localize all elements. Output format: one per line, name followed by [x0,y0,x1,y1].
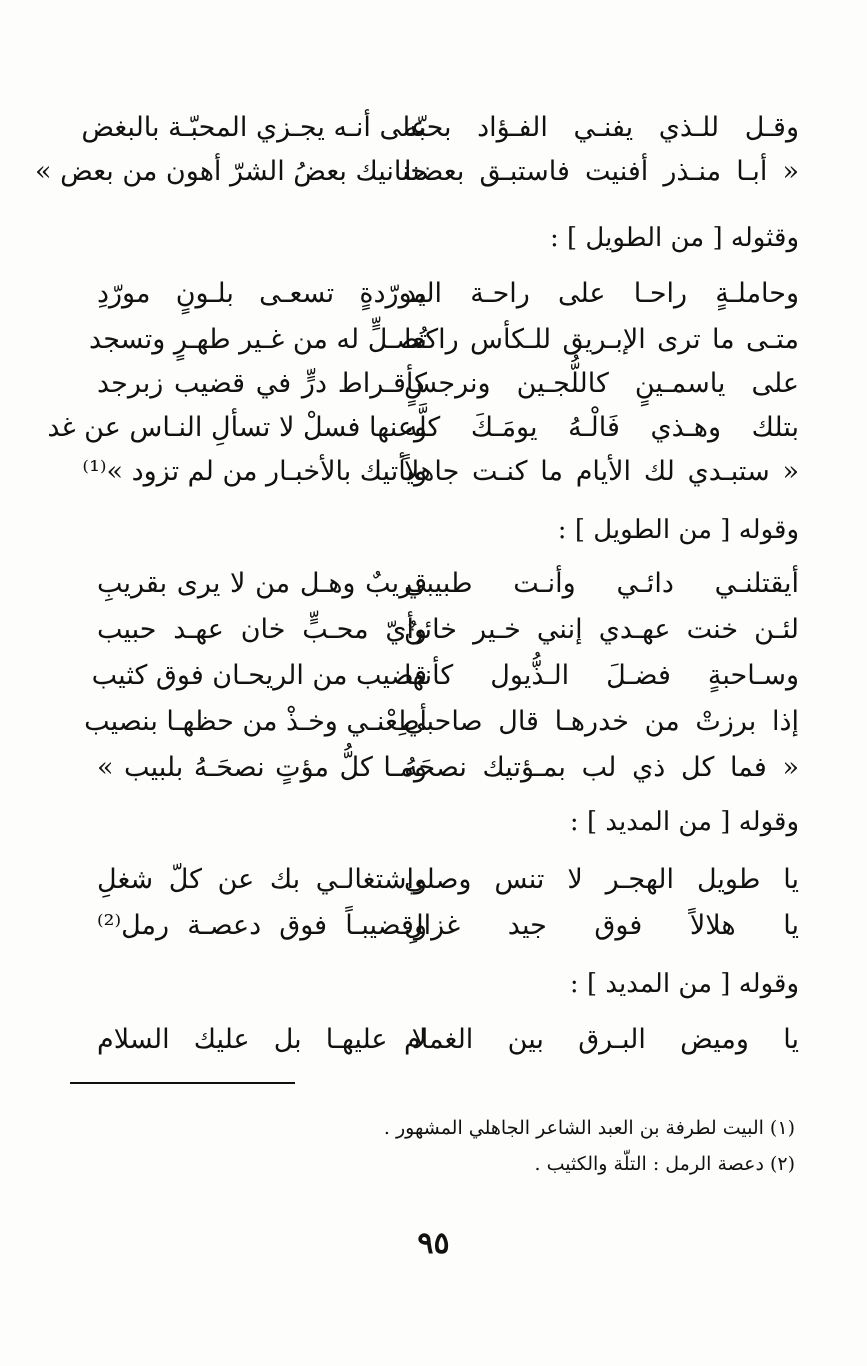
verse-second-hemistich: ومـا كلُّ مؤتٍ نصحَـهُ بلبيب » [97,752,427,783]
verse-first-hemistich: إذا برزتْ من خدرهـا قال صاحبي [404,706,799,737]
verse-second-hemistich: لا عليهـا بل عليك السلام [97,1024,427,1055]
verse-second-hemistich: قريبٌ وهـل من لا يرى بقريبِ [97,568,427,599]
footnote: (٢) دعصة الرمل : التلّة والكثيب . [534,1153,795,1175]
verse-first-hemistich: بتلك وهـذي فَالْـهُ يومَـكَ كلَّه [404,412,799,443]
verse-first-hemistich: وقـل للـذي يفنـي الفـؤاد بحبّه [404,112,799,143]
verse-first-hemistich: وحاملـةٍ راحـا على راحـة اليد [404,278,799,309]
verse-second-hemistich: حنانيك بعضُ الشرّ أهون من بعض » [35,156,427,187]
verse-second-hemistich: وعنها فسلْ لا تسألِ النـاس عن غد [47,412,427,443]
verse-first-hemistich: على ياسمـينٍ كاللُّجـين ونرجسٍ [404,368,799,399]
verse-first-hemistich: « فما كل ذي لب بمـؤتيك نصحَهُ [404,752,799,783]
verse-first-hemistich: يا هلالاً فوق جيد غزالِ [404,910,799,941]
verse-second-hemistich: كأقـراط درٍّ في قضيب زبرجد [97,368,427,399]
verse-second-hemistich: وقضيبـاً فوق دعصـة رمل⁽²⁾ [97,910,427,941]
page-number: ٩٥ [417,1226,450,1261]
verse-second-hemistich: ويأتيك بالأخبـار من لم تزود »⁽¹⁾ [82,456,427,487]
poem-intro: وقثوله [ من الطويل ] : [549,223,799,253]
verse-first-hemistich: يا طويل الهجـر لا تنس وصلي [404,864,799,895]
verse-first-hemistich: متـى ما ترى الإبـريق للـكأس راكعا [404,324,799,355]
verse-first-hemistich: أيقتلنـي دائـي وأنـت طبيبي [404,568,799,599]
poem-intro: وقوله [ من المديد ] : [569,807,799,837]
footnote-divider [70,1082,295,1084]
poem-intro: وقوله [ من المديد ] : [569,969,799,999]
verse-second-hemistich: مورّدةٍ تسعـى بلـونٍ مورّدِ [97,278,427,309]
verse-second-hemistich: أطِعْنـي وخـذْ من حظهـا بنصيب [84,706,427,737]
verse-second-hemistich: تُصـلٍّ له من غـير طهـرٍ وتسجد [89,324,427,355]
verse-first-hemistich: وسـاحبةٍ فضـلَ الـذُّيول كأنها [404,660,799,691]
verse-first-hemistich: « أبـا منـذر أفنيت فاستبـق بعضنا [404,156,799,187]
footnote: (١) البيت لطرفة بن العبد الشاعر الجاهلي المشهور . [383,1117,795,1139]
poem-intro: وقوله [ من الطويل ] : [557,515,799,545]
verse-first-hemistich: يا وميض البـرق بين الغمام [404,1024,799,1055]
verse-first-hemistich: « ستبـدي لك الأيام ما كنـت جاهلاً [404,456,799,487]
verse-second-hemistich: على أنـه يجـزي المحبّـة بالبغض [81,112,427,143]
verse-second-hemistich: واشتغالـي بك عن كلّ شغلِ [97,864,427,895]
verse-second-hemistich: وأيّ محـبٍّ خان عهـد حبيب [97,614,427,645]
verse-first-hemistich: لئـن خنت عهـدي إنني خـير خائنٌ [404,614,799,645]
verse-second-hemistich: قضيب من الريحـان فوق كثيب [91,660,427,691]
